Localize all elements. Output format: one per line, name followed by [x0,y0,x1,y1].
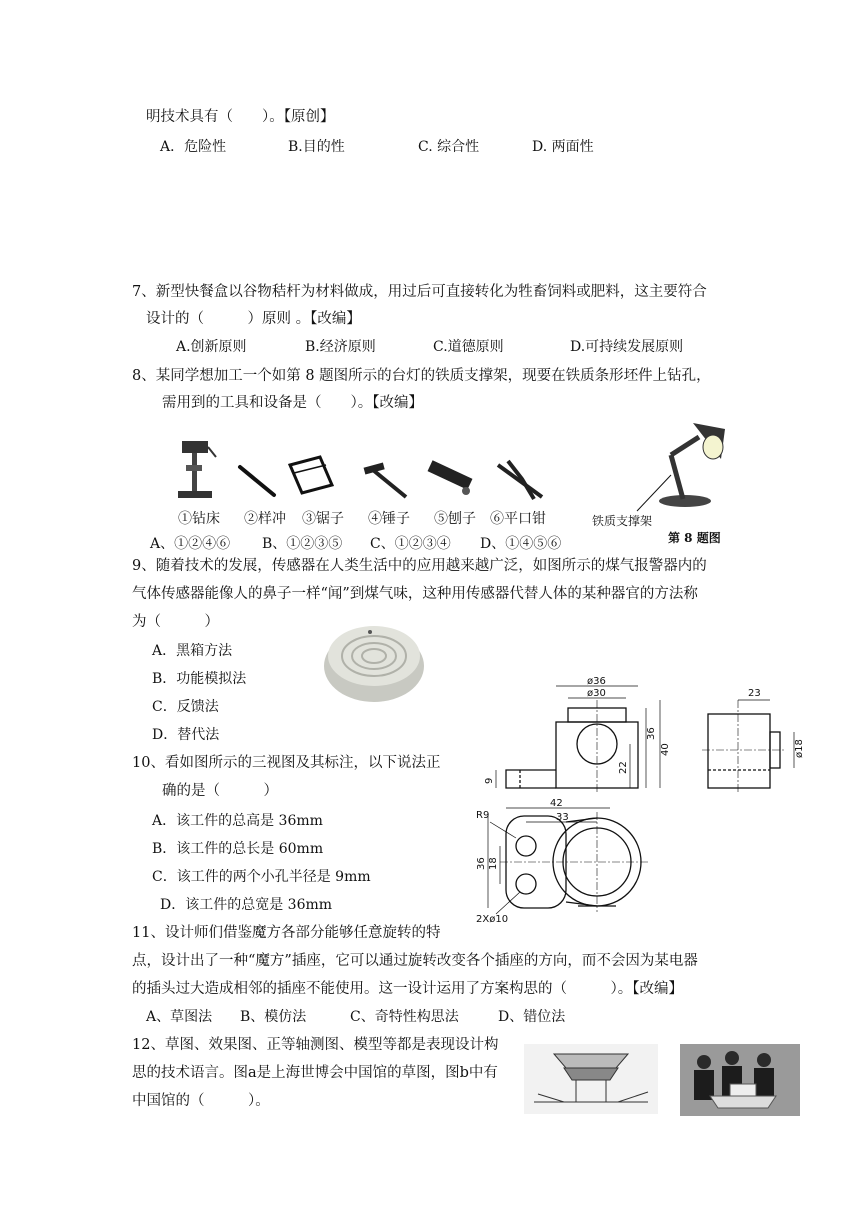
q7-option-c: C.道德原则 [433,339,504,355]
q10-line1: 10、看如图所示的三视图及其标注，以下说法正 [132,755,441,771]
dim-w23: 23 [748,688,761,699]
dim-v36: 36 [476,857,487,870]
three-view-drawing [470,670,815,925]
gas-detector-photo [320,610,430,710]
hacksaw-icon [290,457,332,493]
q12-line1: 12、草图、效果图、正等轴测图、模型等都是表现设计构 [132,1037,499,1053]
q10-option-c: C．该工件的两个小孔半径是 9mm [152,869,371,885]
q12-line3: 中国馆的（ ）。 [132,1093,270,1109]
desk-lamp-figure [585,415,755,515]
q6-option-c: C. 综合性 [418,139,480,155]
dim-d30: ø30 [587,688,606,699]
q9-option-c: C．反馈法 [152,699,219,715]
desk-lamp-icon [659,423,725,507]
q7-option-b: B.经济原则 [305,339,376,355]
drill-press-icon [178,441,216,498]
tool-label-1: ①钻床 [178,511,220,527]
china-pavilion-sketch [524,1044,658,1114]
q10-option-a: A．该工件的总高是 36mm [152,813,323,829]
dim-w42: 42 [550,798,563,809]
q11-line2: 点，设计出了一种“魔方”插座，它可以通过旋转改变各个插座的方向，而不会因为某电器 [132,953,698,969]
q8-option-b: B、①②③⑤ [262,536,343,552]
lamp-support-label: 铁质支撑架 [592,514,653,528]
q8-option-d: D、①④⑤⑥ [480,536,562,552]
q11-line3: 的插头过大造成相邻的插座不能使用。这一设计运用了方案构思的（ ）。【改编】 [132,981,683,997]
q9-option-d: D．替代法 [152,727,220,743]
q12-line2: 思的技术语言。图a是上海世博会中国馆的草图，图b中有 [132,1065,498,1081]
pliers-icon [498,461,542,499]
q6-continuation: 明技术具有（ ）。【原创】 [146,109,335,125]
hammer-icon [364,463,406,497]
q9-line1: 9、随着技术的发展，传感器在人类生活中的应用越来越广泛，如图所示的煤气报警器内的 [132,558,707,574]
q8-option-a: A、①②④⑥ [150,536,231,552]
q9-option-a: A．黑箱方法 [152,643,233,659]
q8-figure-caption: 第 8 题图 [668,531,721,545]
q6-option-d: D. 两面性 [532,139,594,155]
dim-v18: 18 [488,857,499,870]
q8-tools-figure [170,435,550,505]
q8-line1: 8、某同学想加工一个如第 8 题图所示的台灯的铁质支撑架，现要在铁质条形坯件上钻孔， [132,368,711,384]
q7-line2: 设计的（ ）原则 。【改编】 [146,311,361,327]
q11-option-c: C、奇特性构思法 [350,1009,459,1025]
dim-d36: ø36 [587,676,606,687]
gas-detector-icon [324,626,424,702]
q6-option-b: B.目的性 [288,139,345,155]
dim-d18: ø18 [794,739,805,758]
tool-label-4: ④锤子 [368,511,410,527]
q11-option-d: D、错位法 [498,1009,566,1025]
q10-option-d: D．该工件的总宽是 36mm [160,897,333,913]
q11-line1: 11、设计师们借鉴魔方各部分能够任意旋转的特 [132,925,441,941]
plane-icon [428,460,473,495]
dim-holes: 2Xø10 [476,914,509,925]
q10-line2: 确的是（ ） [162,783,278,799]
q9-option-b: B．功能模拟法 [152,671,247,687]
dim-h40: 40 [660,743,671,756]
dim-h36: 36 [646,727,657,740]
q8-option-c: C、①②③④ [370,536,451,552]
pavilion-model-photo [680,1044,800,1116]
q11-option-a: A、草图法 [146,1009,213,1025]
q7-line1: 7、新型快餐盒以谷物秸杆为材料做成，用过后可直接转化为牲畜饲料或肥料，这主要符合 [132,284,707,300]
dim-r9: R9 [476,810,490,821]
dim-h22: 22 [618,761,629,774]
center-punch-icon [240,467,274,495]
q11-option-b: B、模仿法 [240,1009,307,1025]
q6-option-a: A．危险性 [160,139,227,155]
tool-label-2: ②样冲 [244,511,286,527]
dim-h9: 9 [484,777,495,784]
q9-line2: 气体传感器能像人的鼻子一样“闻”到煤气味，这种用传感器代替人体的某种器官的方法称 [132,586,698,602]
dim-w33: 33 [556,812,569,823]
tool-label-3: ③锯子 [302,511,344,527]
q9-line3: 为（ ） [132,614,219,630]
q10-option-b: B．该工件的总长是 60mm [152,841,324,857]
q7-option-d: D.可持续发展原则 [570,339,684,355]
q8-line2: 需用到的工具和设备是（ ）。【改编】 [162,395,423,411]
tool-label-5: ⑤刨子 [434,511,476,527]
people-viewing-model-icon [694,1051,776,1108]
q7-option-a: A.创新原则 [176,339,247,355]
tool-label-6: ⑥平口钳 [490,511,546,527]
